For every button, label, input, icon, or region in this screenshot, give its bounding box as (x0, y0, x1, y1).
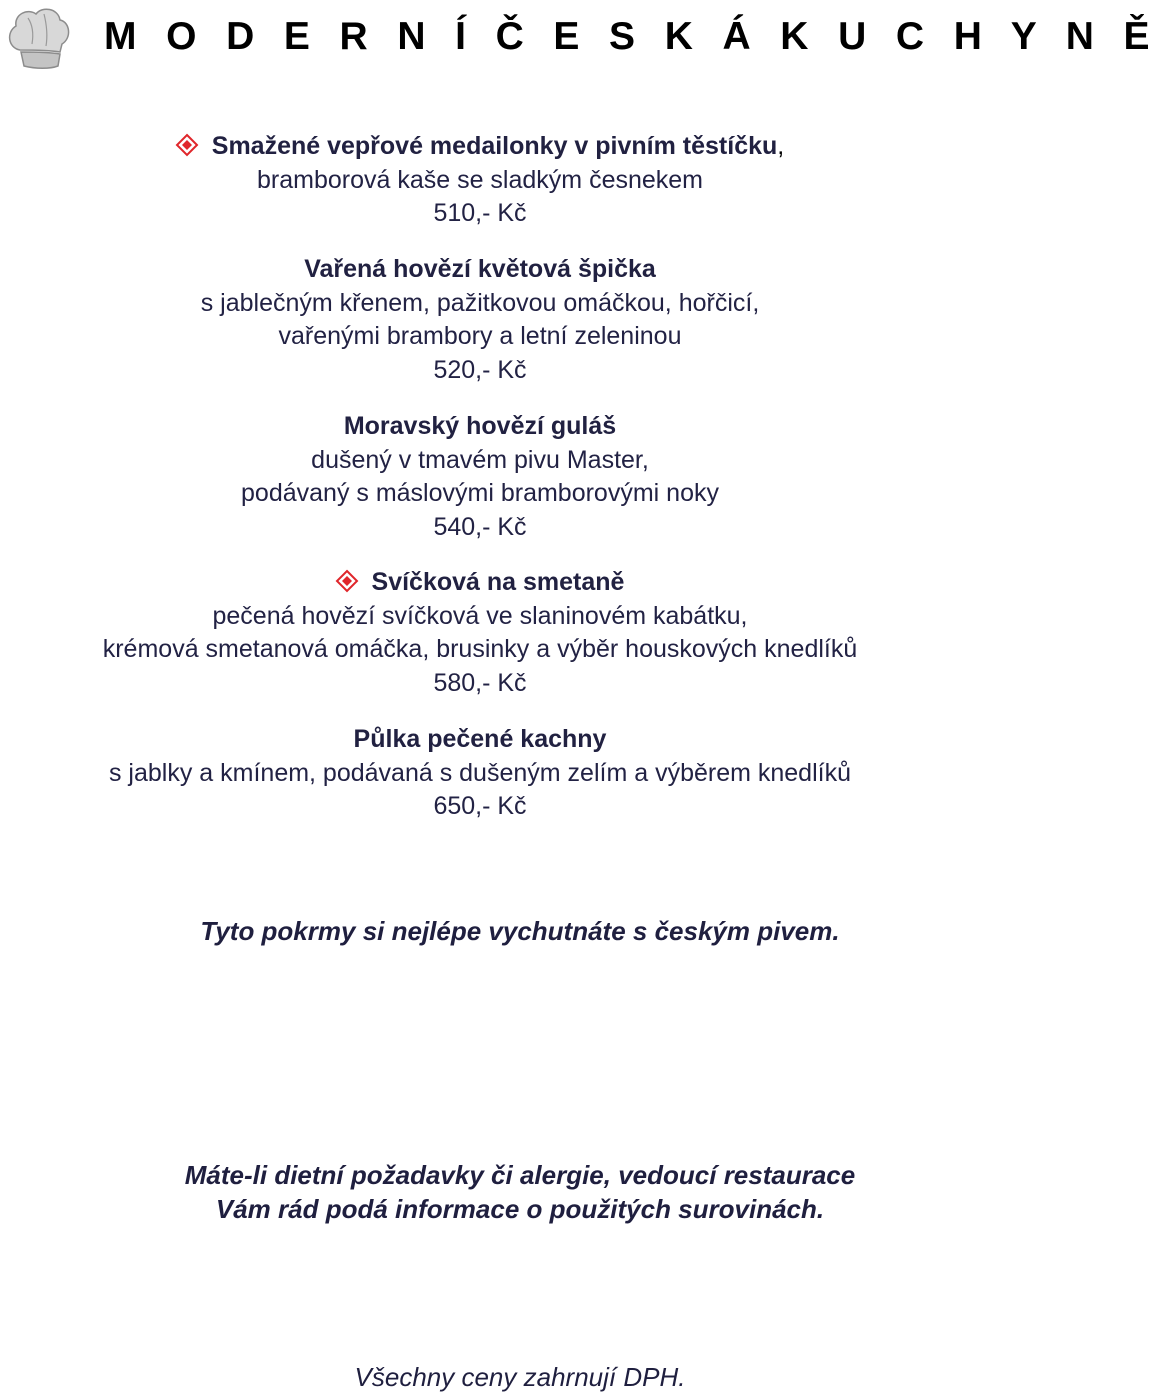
vat-note: Všechny ceny zahrnují DPH. (354, 1362, 686, 1392)
allergy-note-line: Vám rád podá informace o použitých surovinách. (215, 1194, 825, 1224)
menu-item (0, 253, 960, 387)
allergy-note-line: Máte-li dietní požadavky či alergie, vedoucí restaurace (184, 1160, 856, 1190)
dish-price: 540,- Kč (433, 512, 527, 541)
dish-description: krémová smetanová omáčka, brusinky a výběr houskových knedlíků (102, 635, 858, 664)
menu-item (0, 723, 960, 824)
dish-description: bramborová kaše se sladkým česnekem (256, 165, 704, 194)
dish-price: 650,- Kč (433, 792, 527, 821)
beer-note: Tyto pokrmy si nejlépe vychutnáte s českým pivem. (200, 916, 840, 946)
menu-item (0, 410, 960, 544)
dish-description: vařenými brambory a letní zeleninou (278, 322, 682, 351)
dish-description: pečená hovězí svíčková ve slaninovém kabátku, (212, 601, 748, 630)
dish-description: dušený v tmavém pivu Master, (311, 445, 649, 474)
dish-name: Půlka pečené kachny (353, 725, 607, 753)
page-title: M O D E R N Í Č E S K Á K U C H Y N Ě (104, 15, 1159, 58)
dish-price: 520,- Kč (433, 355, 527, 384)
dish-price: 510,- Kč (433, 199, 527, 228)
dish-price: 580,- Kč (433, 668, 527, 697)
dish-name-suffix: , (777, 132, 785, 160)
dish-description: podávaný s máslovými bramborovými noky (241, 479, 719, 508)
dish-name: Svíčková na smetaně (371, 568, 625, 596)
dish-name: Moravský hovězí guláš (343, 412, 617, 440)
menu-item (0, 566, 960, 700)
dish-name: Smažené vepřové medailonky v pivním těstíčku (211, 132, 778, 160)
chef-hat-icon (4, 4, 72, 74)
diamond-icon (336, 570, 358, 592)
menu-item (0, 130, 960, 231)
dish-name: Vařená hovězí květová špička (304, 255, 656, 283)
dish-description: s jablečným křenem, pažitkovou omáčkou, hořčicí, (200, 288, 760, 317)
dish-description: s jablky a kmínem, podávaná s dušeným zelím a výběrem knedlíků (108, 758, 851, 787)
allergy-note (0, 1158, 1040, 1226)
diamond-icon (176, 134, 198, 156)
